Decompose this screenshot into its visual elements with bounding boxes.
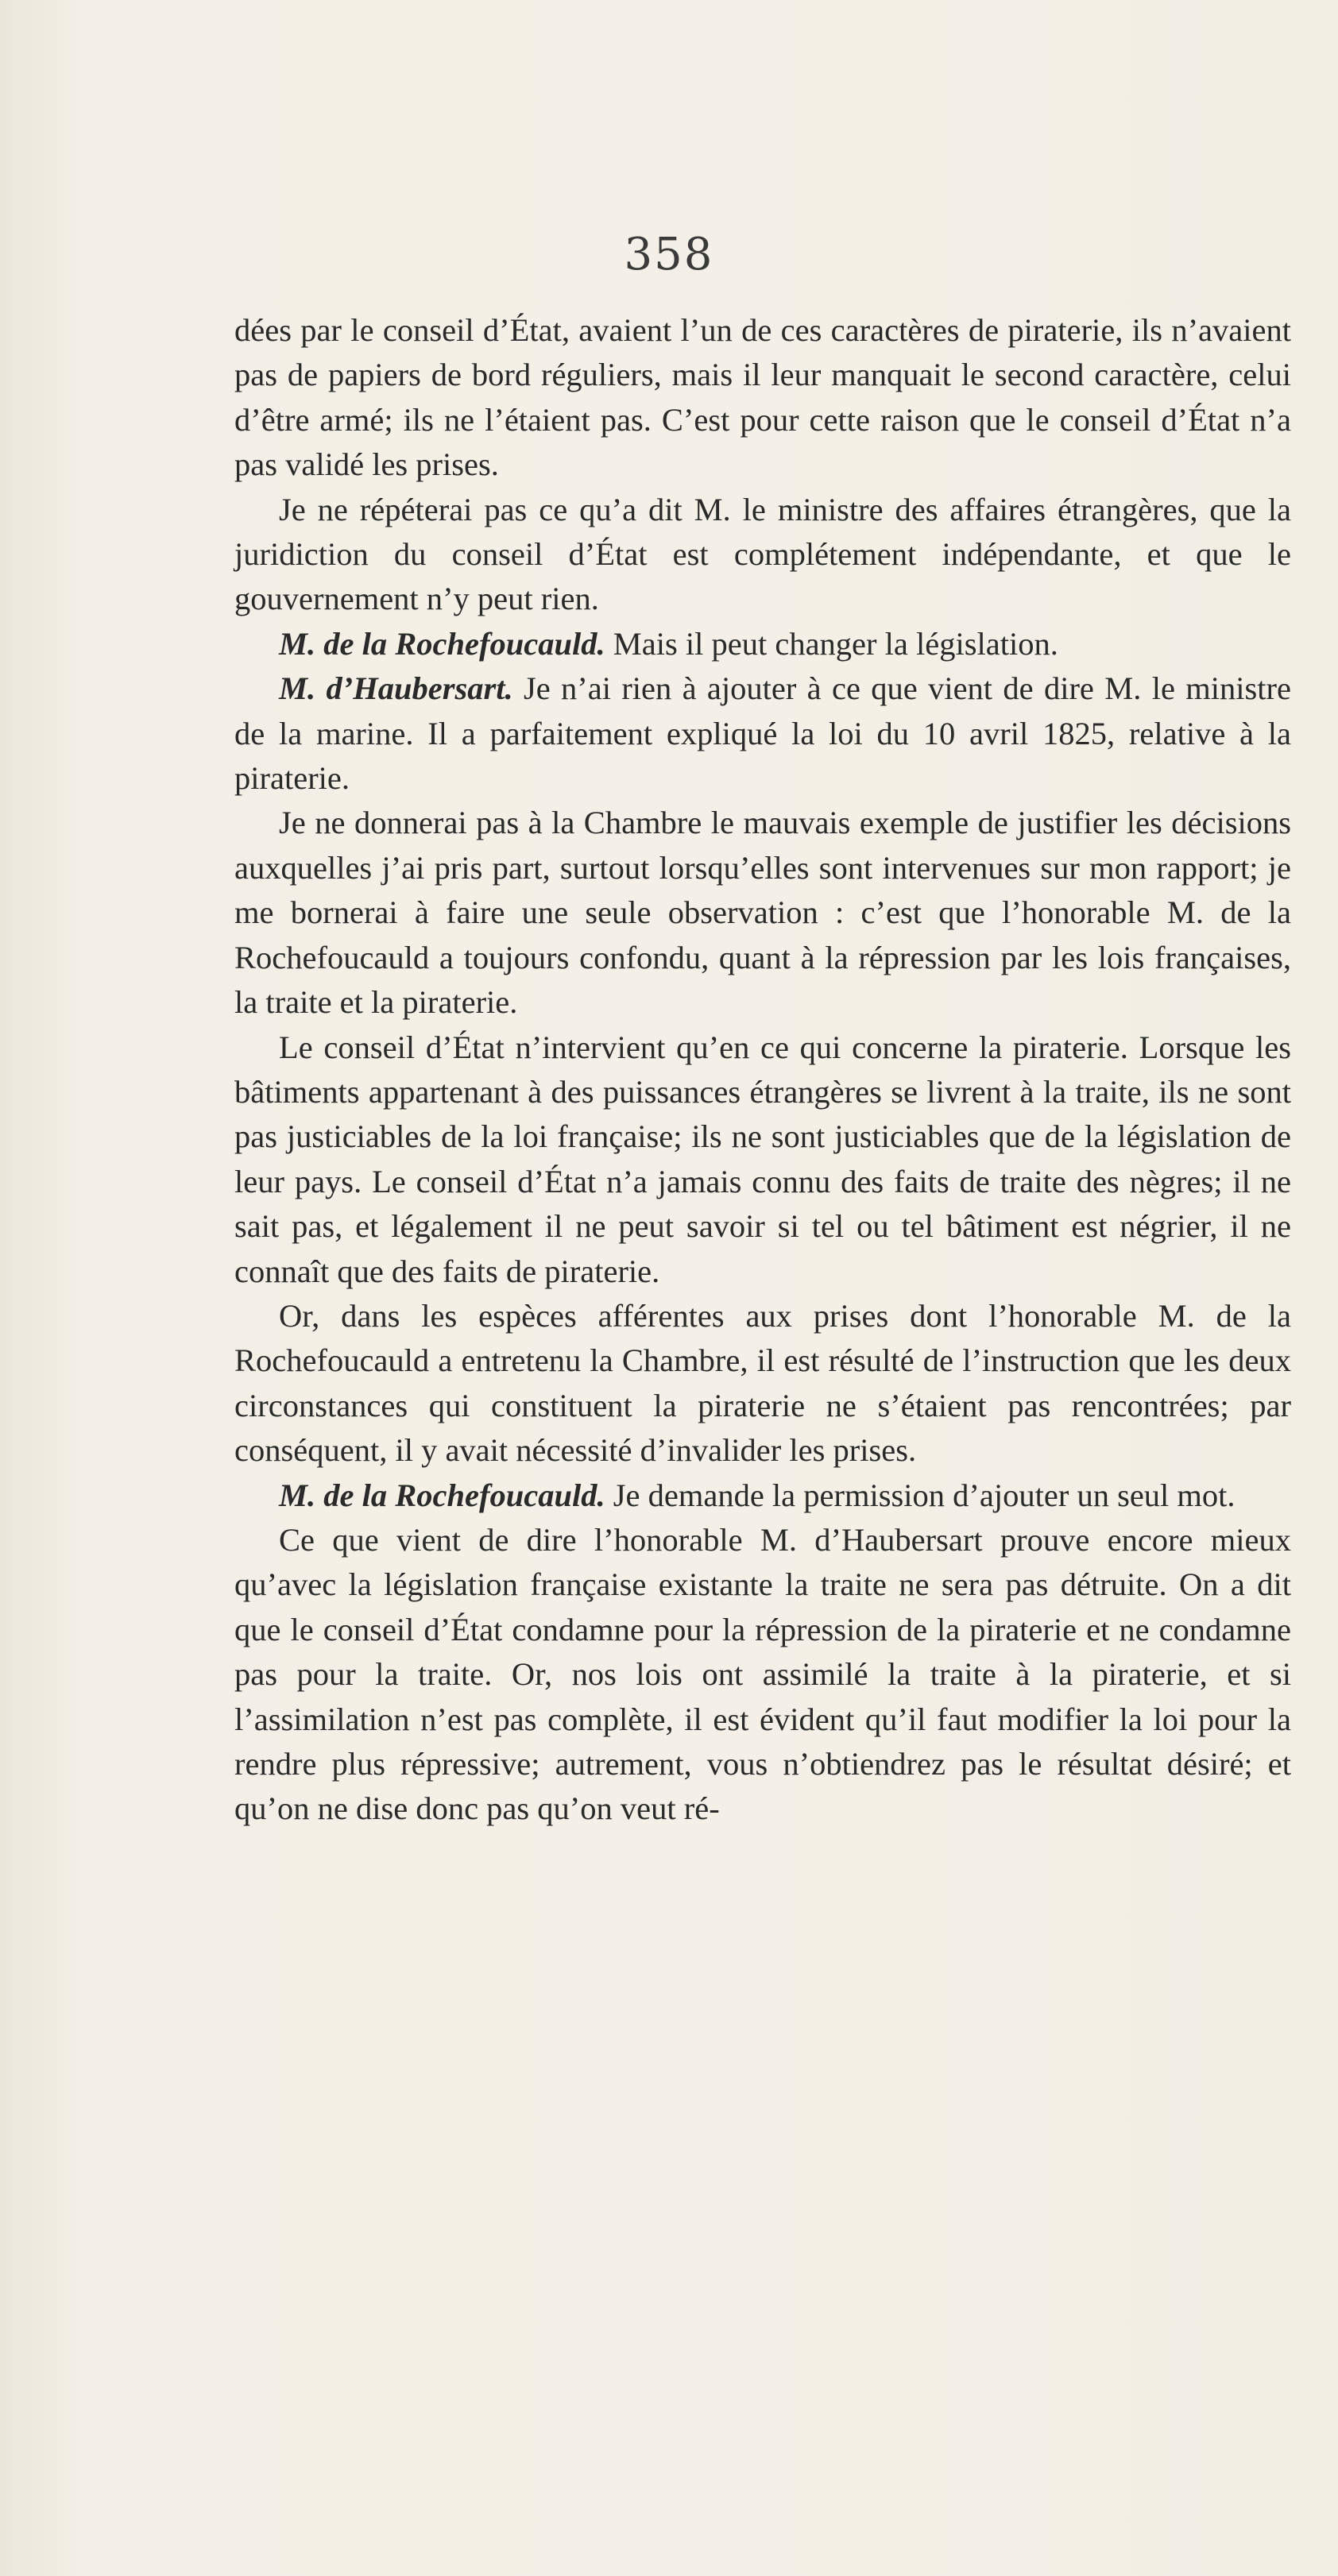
paragraph [234,1025,1291,1294]
paragraph [234,666,1291,801]
paragraph-text: dées par le conseil d’État, avaient l’un de ces caractères de piraterie, ils n’avaient pas de papiers de bord réguliers, mais il leur manquait le second caractère, celui d’être armé; ils ne l’étaient pas. C’est pour cette raison que le conseil d’État n’a pas validé les prises. [234,312,1291,483]
paragraph [234,308,1291,488]
speaker-name: M. de la Rochefoucauld. [279,625,605,662]
paragraph-text: Mais il peut changer la législation. [605,625,1058,662]
paragraph [234,801,1291,1025]
paragraph-text: Je demande la permission d’ajouter un seul mot. [605,1477,1236,1513]
paragraph-text: Je n’ai rien à ajouter à ce que vient de dire M. le ministre de la marine. Il a parfaitement expliqué la loi du 10 avril 1825, relative à la piraterie. [234,670,1291,797]
speaker-name: M. d’Haubersart. [279,670,513,707]
body-text [234,308,1291,1832]
paragraph [234,622,1291,666]
paragraph-text: Je ne répéterai pas ce qu’a dit M. le ministre des affaires étrangères, que la juridiction du conseil d’État est complétement indépendante, et que le gouvernement n’y peut rien. [234,491,1291,617]
paragraph-text: Je ne donnerai pas à la Chambre le mauvais exemple de justifier les décisions auxquelles j’ai pris part, surtout lorsqu’elles sont intervenues sur mon rapport; je me bornerai à faire une seule observation : c’est que l’honorable M. de la Rochefoucauld a toujours confondu, quant à la répression par les lois françaises, la traite et la piraterie. [234,805,1291,1021]
paragraph-text: Or, dans les espèces afférentes aux prises dont l’honorable M. de la Rochefoucauld a entretenu la Chambre, il est résulté de l’instruction que les deux circonstances qui constituent la piraterie ne s’étaient pas rencontrées; par conséquent, il y avait nécessité d’invalider les prises. [234,1297,1291,1469]
paragraph [234,1473,1291,1518]
paragraph [234,488,1291,622]
paragraph-text: Le conseil d’État n’intervient qu’en ce qui concerne la piraterie. Lorsque les bâtiments appartenant à des puissances étrangères se livrent à la traite, ils ne sont pas justiciables de la loi française; ils ne sont justiciables que de la législation de leur pays. Le conseil d’État n’a jamais connu des faits de traite des nègres; il ne sait pas, et légalement il ne peut savoir si tel ou tel bâtiment est négrier, il ne connaît que des faits de piraterie. [234,1029,1291,1289]
page-number: 358 [624,229,714,280]
paragraph [234,1518,1291,1832]
paragraph-text: Ce que vient de dire l’honorable M. d’Haubersart prouve encore mieux qu’avec la législation française existante la traite ne sera pas détruite. On a dit que le conseil d’État condamne pour la répression de la piraterie et ne condamne pas pour la traite. Or, nos lois ont assimilé la traite à la piraterie, et si l’assimilation n’est pas complète, il est évident qu’il faut modifier la loi pour la rendre plus répressive; autrement, vous n’obtiendrez pas le résultat désiré; et qu’on ne dise donc pas qu’on veut ré- [234,1521,1291,1827]
speaker-name: M. de la Rochefoucauld. [279,1477,605,1513]
paragraph [234,1294,1291,1473]
